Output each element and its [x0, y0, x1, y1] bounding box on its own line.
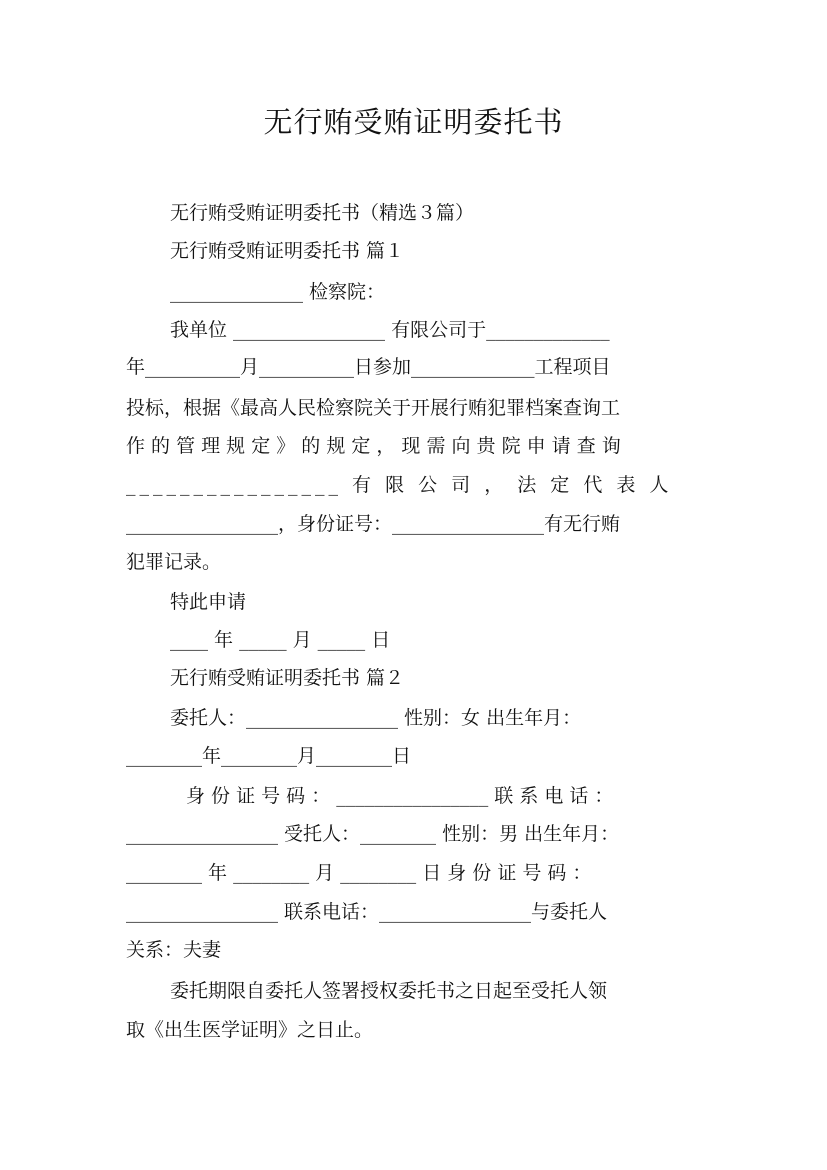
body-line: ________ 年 ________ 月 ________ 日 身 份 证 号 码 ：: [126, 862, 592, 884]
body-line: ________年________月________日: [126, 745, 412, 767]
body-line: ________________，身份证号：________________有无行贿: [126, 513, 621, 535]
body-line: 委托期限自委托人签署授权委托书之日起至受托人领: [170, 980, 608, 1002]
date-line: ____ 年 _____ 月 _____ 日: [170, 629, 391, 651]
section-heading-1: 无行贿受贿证明委托书 篇１: [170, 240, 405, 262]
body-line: ________________ 联系电话：________________与委托人: [126, 901, 608, 923]
body-line: 年__________月__________日参加_____________工程项目: [126, 356, 611, 378]
closing-line: 特此申请: [170, 591, 247, 613]
body-line: 投标，根据《最高人民检察院关于开展行贿犯罪档案查询工: [126, 397, 621, 419]
body-line: 委托人：________________ 性别：女 出生年月：: [170, 707, 582, 729]
body-line: 犯罪记录。: [126, 551, 222, 573]
document-title: 无行贿受贿证明委托书: [263, 105, 564, 139]
body-line: ________________ 有 限 公 司 ， 法 定 代 表 人: [126, 474, 673, 496]
subtitle-collection: 无行贿受贿证明委托书（精选３篇）: [170, 202, 475, 224]
body-line: 作 的 管 理 规 定 》 的 规 定 ， 现 需 向 贵 院 申 请 查 询: [126, 435, 621, 457]
section-heading-2: 无行贿受贿证明委托书 篇２: [170, 667, 405, 689]
body-line: 关系：夫妻: [126, 939, 222, 961]
body-line: 取《出生医学证明》之日止。: [126, 1019, 374, 1041]
addressee-line: ______________ 检察院：: [170, 281, 386, 303]
body-line: 我单位 ________________ 有限公司于_____________: [170, 319, 610, 341]
body-line: ________________ 受托人：________ 性别：男 出生年月：: [126, 823, 620, 845]
body-line: 身 份 证 号 码 ： ________________ 联 系 电 话 ：: [186, 785, 614, 807]
